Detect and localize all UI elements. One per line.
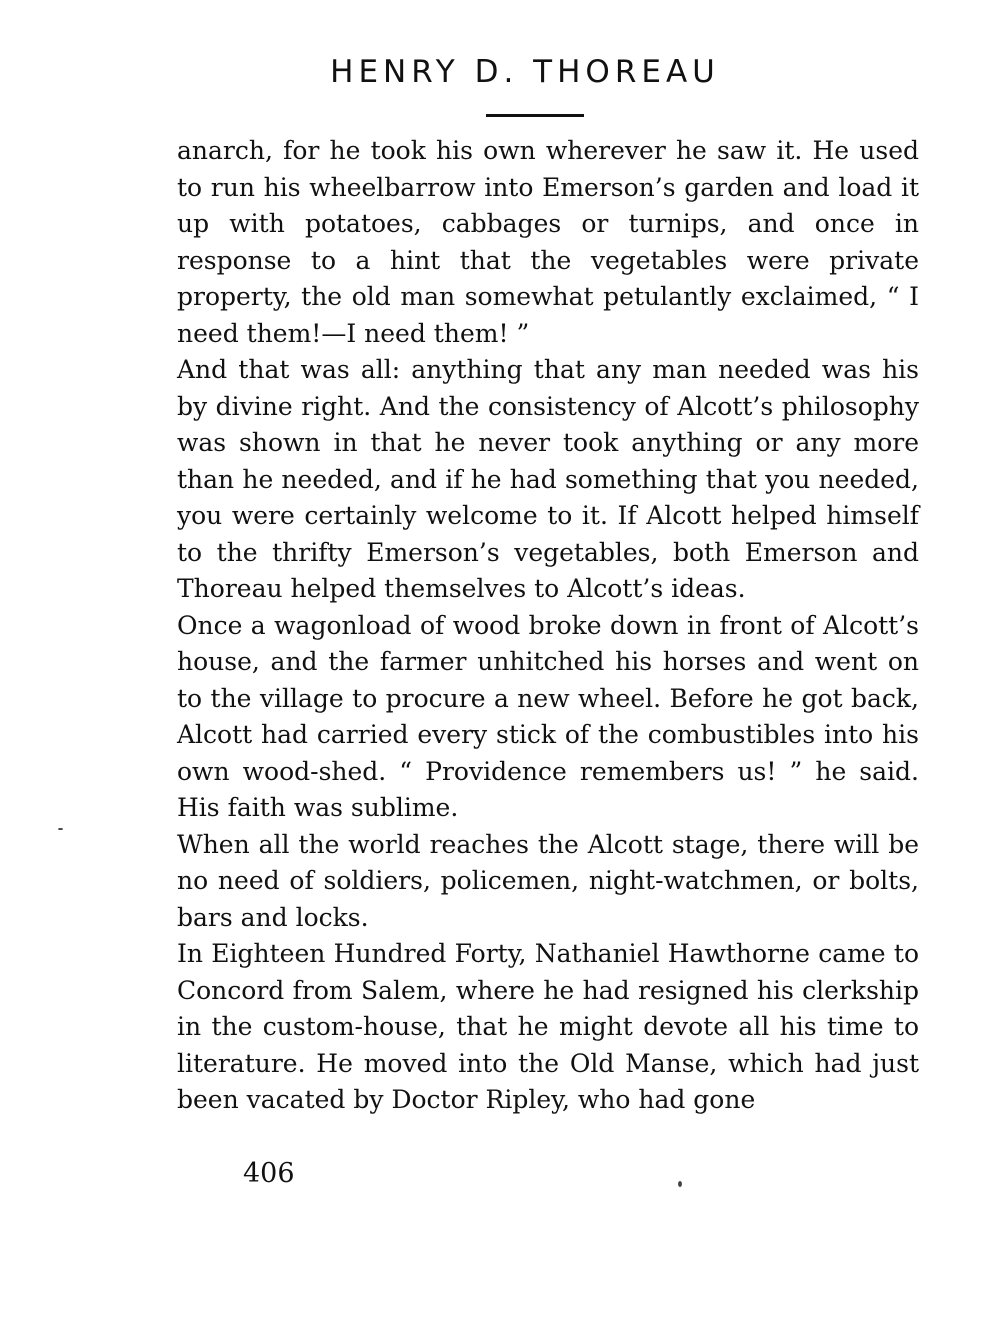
- paragraph-4: When all the world reaches the Alcott stage, there will be no need of soldiers, policemen, night-watchmen, or bolts, bars and locks.: [177, 829, 919, 932]
- header-rule: [486, 114, 584, 117]
- paragraph-3: Once a wagonload of wood broke down in front of Alcott’s house, and the farmer unhitched his horses and went on to the village to procure a new wheel. Before he got back, Alcott had carried every stick of the combustibles into his own wood-shed. “ Providence remembers us! ” he said. His faith was sublime.: [177, 610, 919, 822]
- page-number: 406: [243, 1158, 295, 1189]
- running-head-title: HENRY D. THOREAU: [330, 54, 720, 90]
- ink-speck-mark: [58, 828, 63, 830]
- paragraph-1: anarch, for he took his own wherever he saw it. He used to run his wheelbarrow into Emerson’s garden and load it up with potatoes, cabbages or turnips, and once in response to a hint that the vegetables were private property, the old man somewhat petulantly exclaimed, “ I need them!—I need them! ”: [177, 136, 919, 348]
- paragraph-5: In Eighteen Hundred Forty, Nathaniel Hawthorne came to Concord from Salem, where he had resigned his clerkship in the custom-house, that he might devote all his time to literature. He moved into the Old Manse, which had just been vacated by Doctor Ripley, who had gone: [177, 939, 919, 1114]
- paragraph-2: And that was all: anything that any man needed was his by divine right. And the consistency of Alcott’s philosophy was shown in that he never took anything or any more than he needed, and if he had something that you needed, you were certainly welcome to it. If Alcott helped himself to the thrifty Emerson’s vegetables, both Emerson and Thoreau helped themselves to Alcott’s ideas.: [177, 355, 919, 603]
- ink-speck-mark: [678, 1181, 682, 1187]
- body-text: [177, 133, 919, 1119]
